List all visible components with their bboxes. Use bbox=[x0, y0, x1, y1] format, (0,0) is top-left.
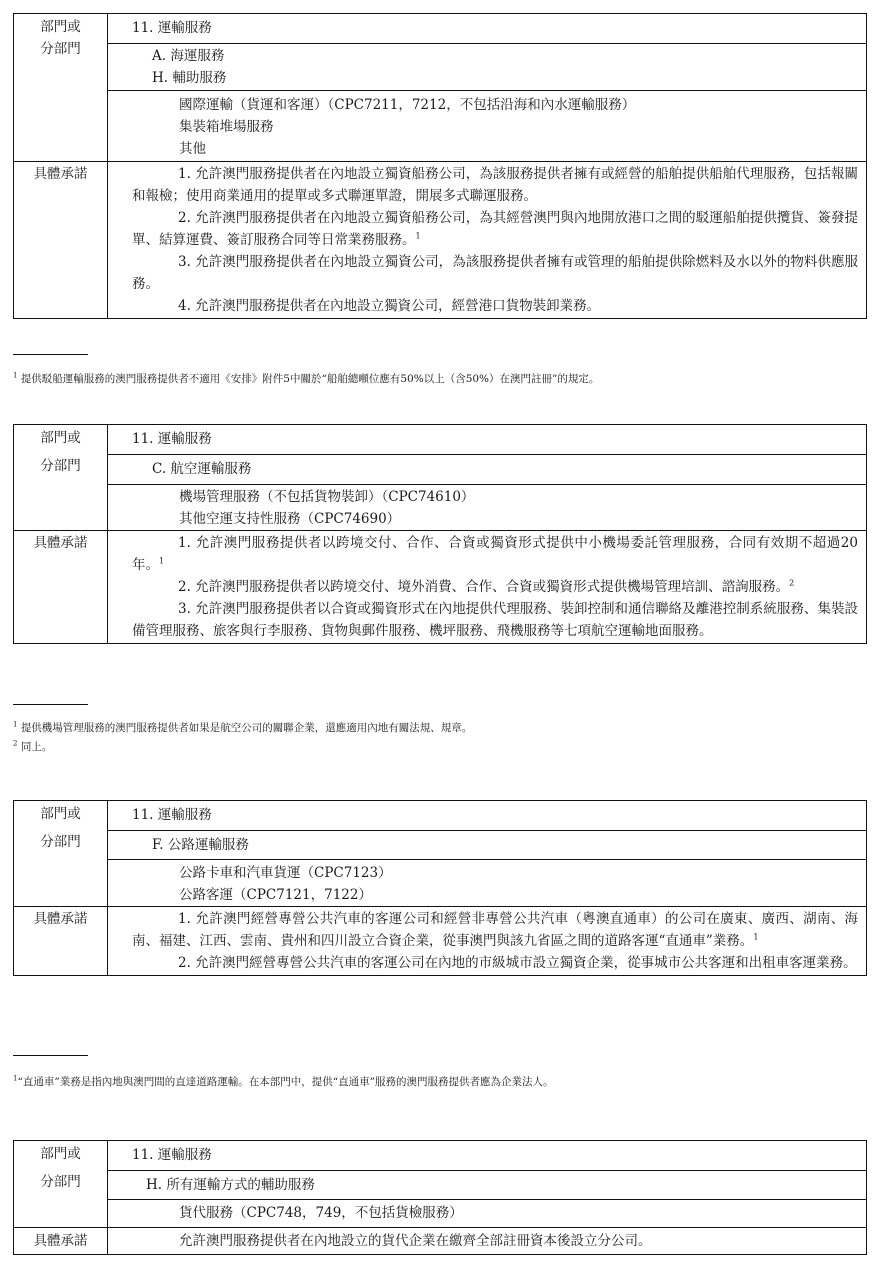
subsector-group bbox=[108, 44, 866, 91]
footnote-ref: 2 bbox=[789, 578, 795, 588]
table-road-transport bbox=[13, 800, 867, 976]
commitment-cell bbox=[108, 906, 866, 975]
item-group bbox=[108, 860, 866, 906]
commitment-item: 2. 允許澳門服務提供者以跨境交付、境外消費、合作、合資或獨資形式提供機場管理培訓、諮詢服務。$^2$ bbox=[178, 578, 795, 595]
sector-label-cell bbox=[14, 801, 108, 906]
footnote: $^1$ 提供駁船運輸服務的澳門服務提供者不適用《安排》附件5中關於“船舶總噸位應有50%以上（含50%）在澳門註冊”的規定。 bbox=[13, 371, 600, 385]
subsector-h: H. 所有運輸方式的輔助服務 bbox=[108, 1171, 866, 1200]
commitment-item: 3. 允許澳門服務提供者在內地設立獨資公司，為該服務提供者擁有或管理的船舶提供除燃料及水以外的物料供應服務。 bbox=[132, 254, 858, 292]
sector-content-cell bbox=[108, 14, 866, 161]
commitment-item: 1. 允許澳門服務提供者以跨境交付、合作、合資或獨資形式提供中小機場委託管理服務，合同有效期不超過20年。$^1$ bbox=[132, 535, 858, 573]
sector-label-line1: 部門或 bbox=[40, 806, 81, 822]
sector-title: 11. 運輸服務 bbox=[108, 801, 866, 831]
sector-content-cell bbox=[108, 801, 866, 906]
footnote-ref: 1 bbox=[415, 231, 421, 241]
footnote: $^2$ 同上。 bbox=[13, 739, 53, 753]
sector-label-line2: 分部門 bbox=[40, 834, 81, 850]
footnote-ref: 1 bbox=[159, 556, 165, 566]
commitment-item: 2. 允許澳門服務提供者在內地設立獨資船務公司，為其經營澳門與內地開放港口之間的駁運船舶提供攬貨、簽發提單、結算運費、簽訂服務合同等日常業務服務。$^1$ bbox=[132, 210, 858, 248]
item: 公路客運（CPC7121，7122） bbox=[179, 887, 372, 903]
sector-label-cell bbox=[14, 1141, 108, 1227]
footnote: $^1$“直通車”業務是指內地與澳門間的直達道路運輸。在本部門中，提供“直通車”服務的澳門服務提供者應為企業法人。 bbox=[13, 1074, 554, 1088]
subsector-c: C. 航空運輸服務 bbox=[108, 455, 866, 485]
sector-content-cell bbox=[108, 425, 866, 530]
item: 其他 bbox=[179, 141, 206, 157]
item: 貨代服務（CPC748，749，不包括貨檢服務） bbox=[179, 1205, 463, 1221]
table-maritime bbox=[13, 13, 867, 319]
item-group bbox=[108, 485, 866, 530]
item: 機場管理服務（不包括貨物裝卸）（CPC74610） bbox=[179, 489, 475, 505]
sector-title: 11. 運輸服務 bbox=[108, 1141, 866, 1171]
commitment-item: 允許澳門服務提供者在內地設立的貨代企業在繳齊全部註冊資本後設立分公司。 bbox=[179, 1233, 652, 1249]
footnote-rule bbox=[13, 354, 88, 355]
commitment-label: 具體承諾 bbox=[14, 161, 108, 318]
item: 公路卡車和汽車貨運（CPC7123） bbox=[179, 865, 392, 881]
commitment-item: 1. 允許澳門服務提供者在內地設立獨資船務公司，為該服務提供者擁有或經營的船舶提供船舶代理服務，包括報關和報檢；使用商業通用的提單或多式聯運單證，開展多式聯運服務。 bbox=[132, 166, 858, 204]
commitment-label: 具體承諾 bbox=[14, 1227, 108, 1254]
commitment-item: 1. 允許澳門經營專營公共汽車的客運公司和經營非專營公共汽車（粵澳直通車）的公司在廣東、廣西、湖南、海南、福建、江西、雲南、貴州和四川設立合資企業，從事澳門與該九省區之間的道路客運“直通車”業務。$^1$ bbox=[132, 911, 858, 949]
commitment-item: 2. 允許澳門經營專營公共汽車的客運公司在內地的市級城市設立獨資企業，從事城市公共客運和出租車客運業務。 bbox=[178, 955, 857, 971]
commitment-item: 4. 允許澳門服務提供者在內地設立獨資公司，經營港口貨物裝卸業務。 bbox=[178, 298, 601, 314]
commitment-cell bbox=[108, 161, 866, 318]
sector-label-cell bbox=[14, 425, 108, 530]
sector-label-line2: 分部門 bbox=[40, 41, 81, 57]
footnote-rule bbox=[13, 704, 88, 705]
item-group bbox=[108, 91, 866, 161]
footnote-ref: 1 bbox=[753, 932, 759, 942]
sector-label-line1: 部門或 bbox=[40, 1146, 81, 1162]
sector-label-line1: 部門或 bbox=[40, 430, 81, 446]
sector-content-cell bbox=[108, 1141, 866, 1227]
sector-label-line2: 分部門 bbox=[40, 458, 81, 474]
sector-label-line2: 分部門 bbox=[40, 1174, 81, 1190]
subsector-a: A. 海運服務 bbox=[152, 48, 225, 64]
commitment-cell bbox=[108, 1227, 866, 1254]
footnote: $^1$ 提供機場管理服務的澳門服務提供者如果是航空公司的關聯企業，還應適用內地有關法規、規章。 bbox=[13, 720, 473, 734]
subsector-h: H. 輔助服務 bbox=[152, 70, 227, 86]
item: 其他空運支持性服務（CPC74690） bbox=[179, 511, 401, 527]
sector-label-cell bbox=[14, 14, 108, 161]
item: 國際運輸（貨運和客運）（CPC7211，7212，不包括沿海和內水運輸服務） bbox=[179, 97, 636, 113]
commitment-label: 具體承諾 bbox=[14, 906, 108, 975]
sector-label-line1: 部門或 bbox=[40, 19, 81, 35]
subsector-f: F. 公路運輸服務 bbox=[108, 831, 866, 860]
commitment-item: 3. 允許澳門服務提供者以合資或獨資形式在內地提供代理服務、裝卸控制和通信聯絡及離港控制系統服務、集裝設備管理服務、旅客與行李服務、貨物與郵件服務、機坪服務、飛機服務等七項航空運輸地面服務。 bbox=[132, 601, 858, 639]
table-air-transport bbox=[13, 424, 867, 644]
table-auxiliary-services bbox=[13, 1140, 867, 1255]
item: 集裝箱堆場服務 bbox=[179, 119, 274, 135]
commitment-cell bbox=[108, 530, 866, 643]
commitment-label: 具體承諾 bbox=[14, 530, 108, 643]
sector-title: 11. 運輸服務 bbox=[108, 14, 866, 44]
footnote-rule bbox=[13, 1055, 88, 1056]
sector-title: 11. 運輸服務 bbox=[108, 425, 866, 455]
